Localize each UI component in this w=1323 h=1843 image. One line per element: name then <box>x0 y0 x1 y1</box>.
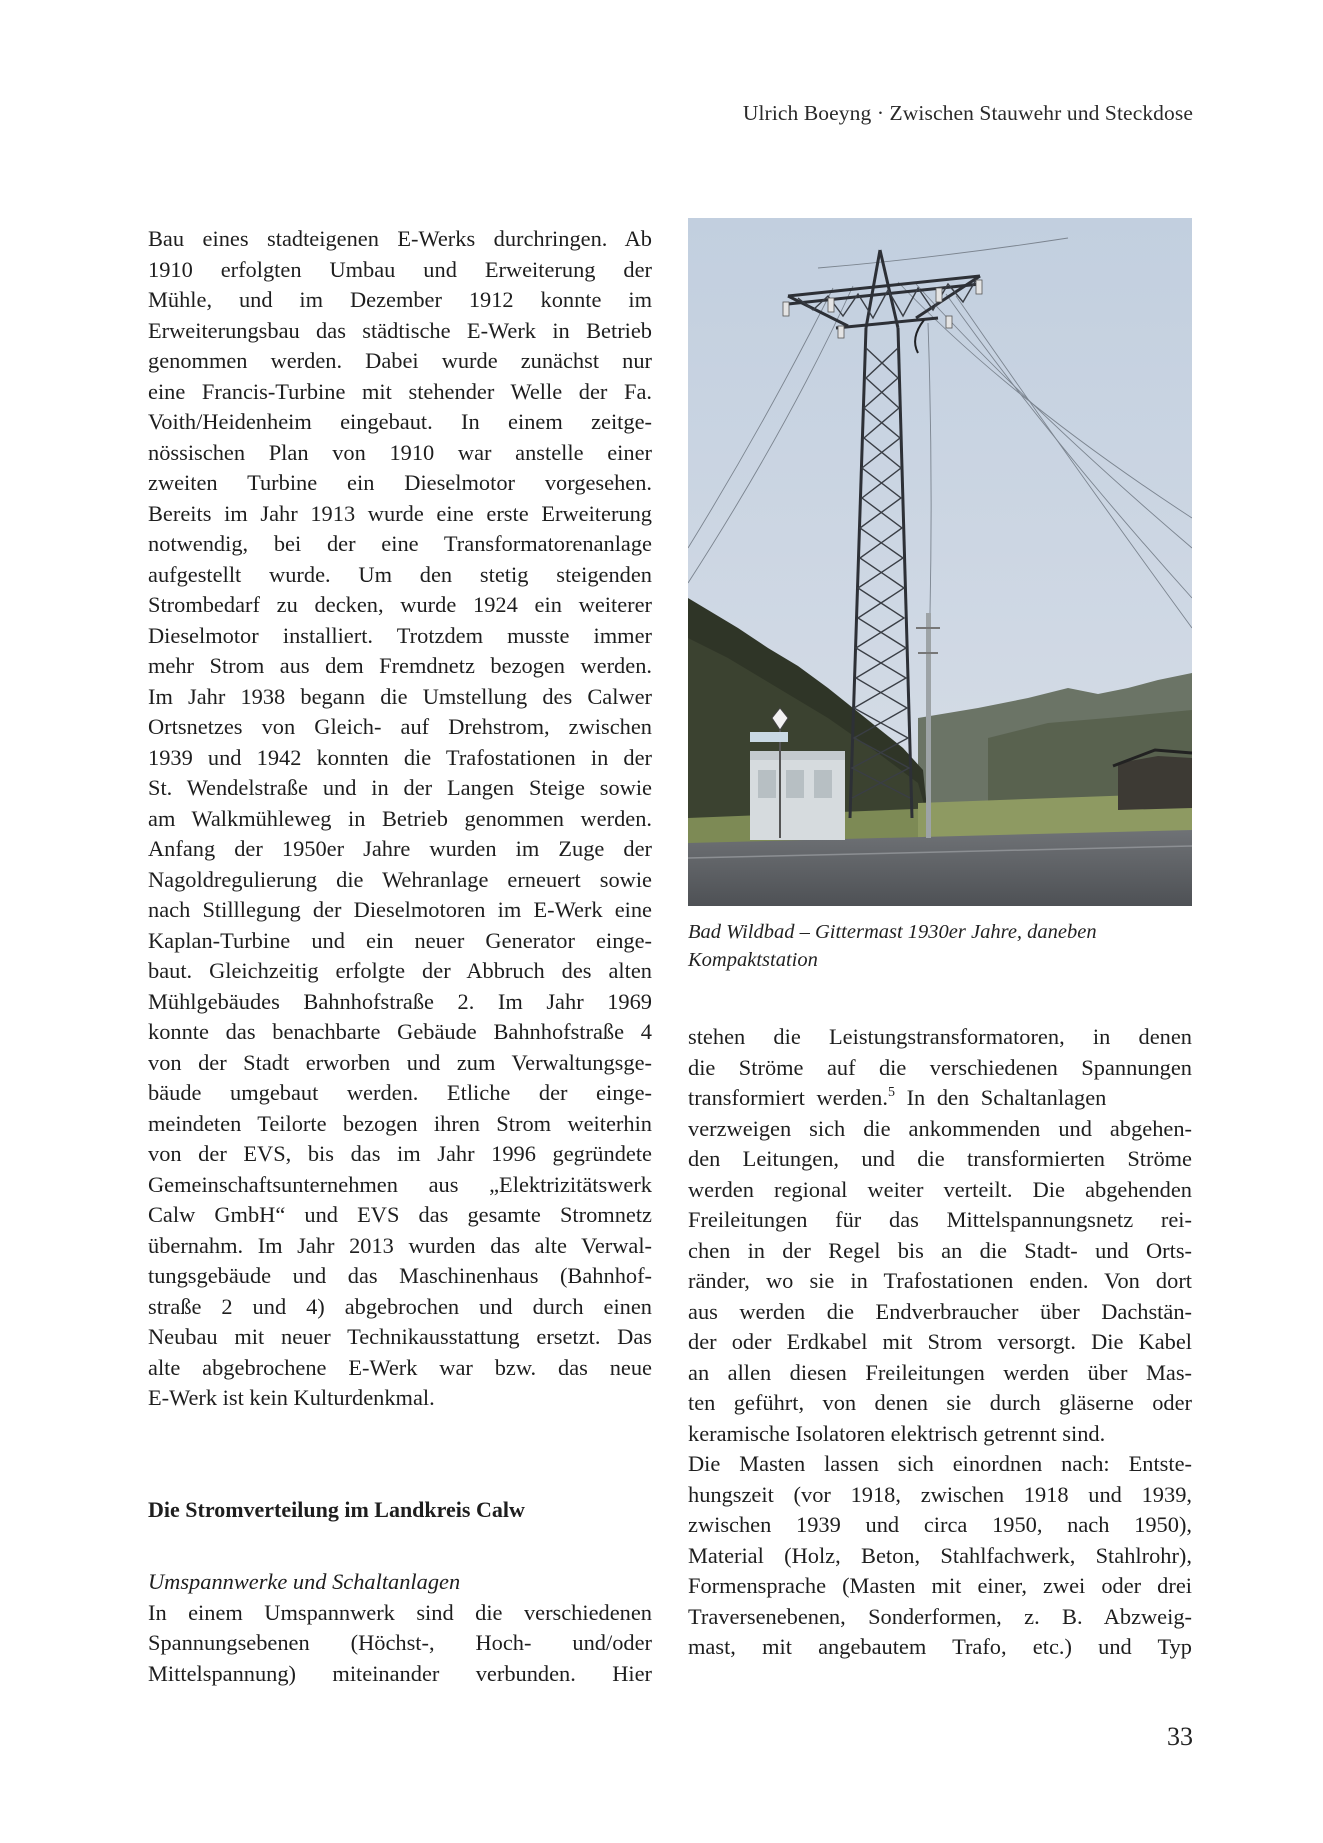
text-line: verzweigen sich die ankommenden und abgehen- <box>688 1115 1192 1141</box>
text-line: 1910 erfolgten Umbau und Erweiterung der <box>148 256 652 282</box>
text-line: den Leitungen, und die transformierten Ströme <box>688 1146 1192 1171</box>
left-paragraph <box>148 224 652 1414</box>
text-line: Nagoldregulierung die Wehranlage erneuert sowie <box>148 866 652 892</box>
text-line: eine Francis-Turbine mit stehender Welle der Fa. <box>148 378 652 404</box>
text-line: Die Masten lassen sich einordnen nach: Entste- <box>688 1451 1192 1476</box>
text-line: genommen werden. Dabei wurde zunächst nur <box>148 348 652 373</box>
subsection-heading: Umspannwerke und Schaltanlagen <box>148 1569 461 1594</box>
text-line: übernahm. Im Jahr 2013 wurden das alte Verwal- <box>148 1232 652 1258</box>
text-line: Formensprache (Masten mit einer, zwei oder drei <box>688 1573 1192 1598</box>
text-line: ränder, wo sie in Trafostationen enden. Von dort <box>688 1268 1192 1293</box>
text-line: von der EVS, bis das im Jahr 1996 gegründete <box>148 1141 652 1166</box>
text-line: Traversenebenen, Sonderformen, z. B. Abzweig- <box>688 1603 1192 1629</box>
text-line: zweiten Turbine ein Dieselmotor vorgesehen. <box>148 470 652 495</box>
text-line: 1939 und 1942 konnten die Trafostationen in der <box>148 744 652 770</box>
text-line: Calw GmbH“ und EVS das gesamte Stromnetz <box>148 1202 652 1227</box>
subsection-paragraph <box>148 1598 652 1690</box>
page-number: 33 <box>1167 1722 1193 1751</box>
text-line: Spannungsebenen (Höchst-, Hoch- und/oder <box>148 1630 652 1655</box>
text-line: der oder Erdkabel mit Strom versorgt. Die Kabel <box>688 1329 1192 1354</box>
text-fragment: In den Schaltanlagen <box>894 1085 1107 1110</box>
text-line: meindeten Teilorte bezogen ihren Strom weiterhin <box>148 1110 652 1136</box>
text-line: E-Werk ist kein Kulturdenkmal. <box>148 1385 435 1410</box>
text-line: werden regional weiter verteilt. Die abgehenden <box>688 1176 1192 1202</box>
text-line: am Walkmühleweg in Betrieb genommen werden. <box>148 805 652 831</box>
text-line: St. Wendelstraße und in der Langen Steige sowie <box>148 775 652 800</box>
text-line: nach Stilllegung der Dieselmotoren im E-Werk eine <box>148 897 652 922</box>
text-line: bäude umgebaut werden. Etliche der einge- <box>148 1080 652 1105</box>
text-line: straße 2 und 4) abgebrochen und durch einen <box>148 1293 652 1319</box>
text-line: hungszeit (vor 1918, zwischen 1918 und 1939, <box>688 1481 1192 1507</box>
text-line: an allen diesen Freileitungen werden über Mas- <box>688 1359 1192 1385</box>
footnote-ref[interactable]: 5 <box>887 1085 895 1100</box>
text-line: alte abgebrochene E-Werk war bzw. das neue <box>148 1354 652 1380</box>
text-line: Anfang der 1950er Jahre wurden im Zuge der <box>148 836 652 861</box>
text-fragment: transformiert werden. <box>688 1085 888 1110</box>
text-line: Kaplan-Turbine und ein neuer Generator einge- <box>148 927 652 953</box>
right-column <box>688 1022 1192 1663</box>
section-heading: Die Stromverteilung im Landkreis Calw <box>148 1496 525 1522</box>
text-line: Bau eines stadteigenen E-Werks durchringen. Ab <box>148 226 652 251</box>
text-line: In einem Umspannwerk sind die verschiedenen <box>148 1599 652 1625</box>
spacer <box>148 1475 652 1495</box>
text-line: stehen die Leistungstransformatoren, in denen <box>688 1024 1192 1049</box>
spacer <box>148 1525 652 1567</box>
text-line <box>688 1083 1192 1114</box>
spacer <box>148 1444 652 1475</box>
text-line: Strombedarf zu decken, wurde 1924 ein weiterer <box>148 592 652 617</box>
text-line: baut. Gleichzeitig erfolgte der Abbruch des alten <box>148 958 652 983</box>
text-line: nössischen Plan von 1910 war anstelle einer <box>148 439 652 465</box>
text-line: konnte das benachbarte Gebäude Bahnhofstraße 4 <box>148 1019 652 1044</box>
text-line: Freileitungen für das Mittelspannungsnetz rei- <box>688 1207 1192 1232</box>
caption-line: Bad Wildbad – Gittermast 1930er Jahre, daneben <box>688 921 1097 943</box>
text-line: Voith/Heidenheim eingebaut. In einem zeitge- <box>148 409 652 434</box>
text-line: mast, mit angebautem Trafo, etc.) und Typ <box>688 1634 1192 1659</box>
running-head: Ulrich Boeyng · Zwischen Stauwehr und Steckdose <box>742 101 1193 125</box>
text-line: die Ströme auf die verschiedenen Spannungen <box>688 1054 1192 1080</box>
text-line: Gemeinschaftsunternehmen aus „Elektrizitätswerk <box>148 1171 652 1197</box>
text-line: mehr Strom aus dem Fremdnetz bezogen werden. <box>148 653 652 678</box>
right-paragraph-2 <box>688 1449 1192 1663</box>
text-line: Neubau mit neuer Technikausstattung ersetzt. Das <box>148 1324 652 1349</box>
text-line: aufgestellt wurde. Um den stetig steigenden <box>148 561 652 587</box>
left-column <box>148 224 652 1689</box>
text-line: Mittelspannung) miteinander verbunden. Hier <box>148 1660 652 1686</box>
text-line: Mühlgebäudes Bahnhofstraße 2. Im Jahr 1969 <box>148 988 652 1014</box>
text-line: Im Jahr 1938 begann die Umstellung des Calwer <box>148 683 652 709</box>
text-line: zwischen 1939 und circa 1950, nach 1950), <box>688 1512 1192 1537</box>
text-line: ten geführt, von denen sie durch gläserne oder <box>688 1390 1192 1415</box>
text-line: keramische Isolatoren elektrisch getrennt sind. <box>688 1420 1106 1446</box>
right-paragraph-1 <box>688 1022 1192 1449</box>
text-line: chen in der Regel bis an die Stadt- und Orts- <box>688 1237 1192 1263</box>
text-line: Bereits im Jahr 1913 wurde eine erste Erweiterung <box>148 500 652 526</box>
text-line: Material (Holz, Beton, Stahlfachwerk, Stahlrohr), <box>688 1542 1192 1568</box>
text-line: aus werden die Endverbraucher über Dachstän- <box>688 1298 1192 1324</box>
figure-caption <box>688 918 1192 974</box>
text-line: Erweiterungsbau das städtische E-Werk in Betrieb <box>148 317 652 343</box>
figure-photo <box>688 218 1192 906</box>
text-line: Dieselmotor installiert. Trotzdem musste immer <box>148 622 652 648</box>
caption-line: Kompaktstation <box>688 949 818 971</box>
text-line: von der Stadt erworben und zum Verwaltungsge- <box>148 1049 652 1075</box>
text-line: notwendig, bei der eine Transformatorenanlage <box>148 531 652 556</box>
text-line: tungsgebäude und das Maschinenhaus (Bahnhof- <box>148 1263 652 1288</box>
lattice-pylon-photo <box>688 218 1192 906</box>
text-line: Ortsnetzes von Gleich- auf Drehstrom, zwischen <box>148 714 652 739</box>
spacer <box>148 1414 652 1445</box>
text-line: Mühle, und im Dezember 1912 konnte im <box>148 287 652 312</box>
